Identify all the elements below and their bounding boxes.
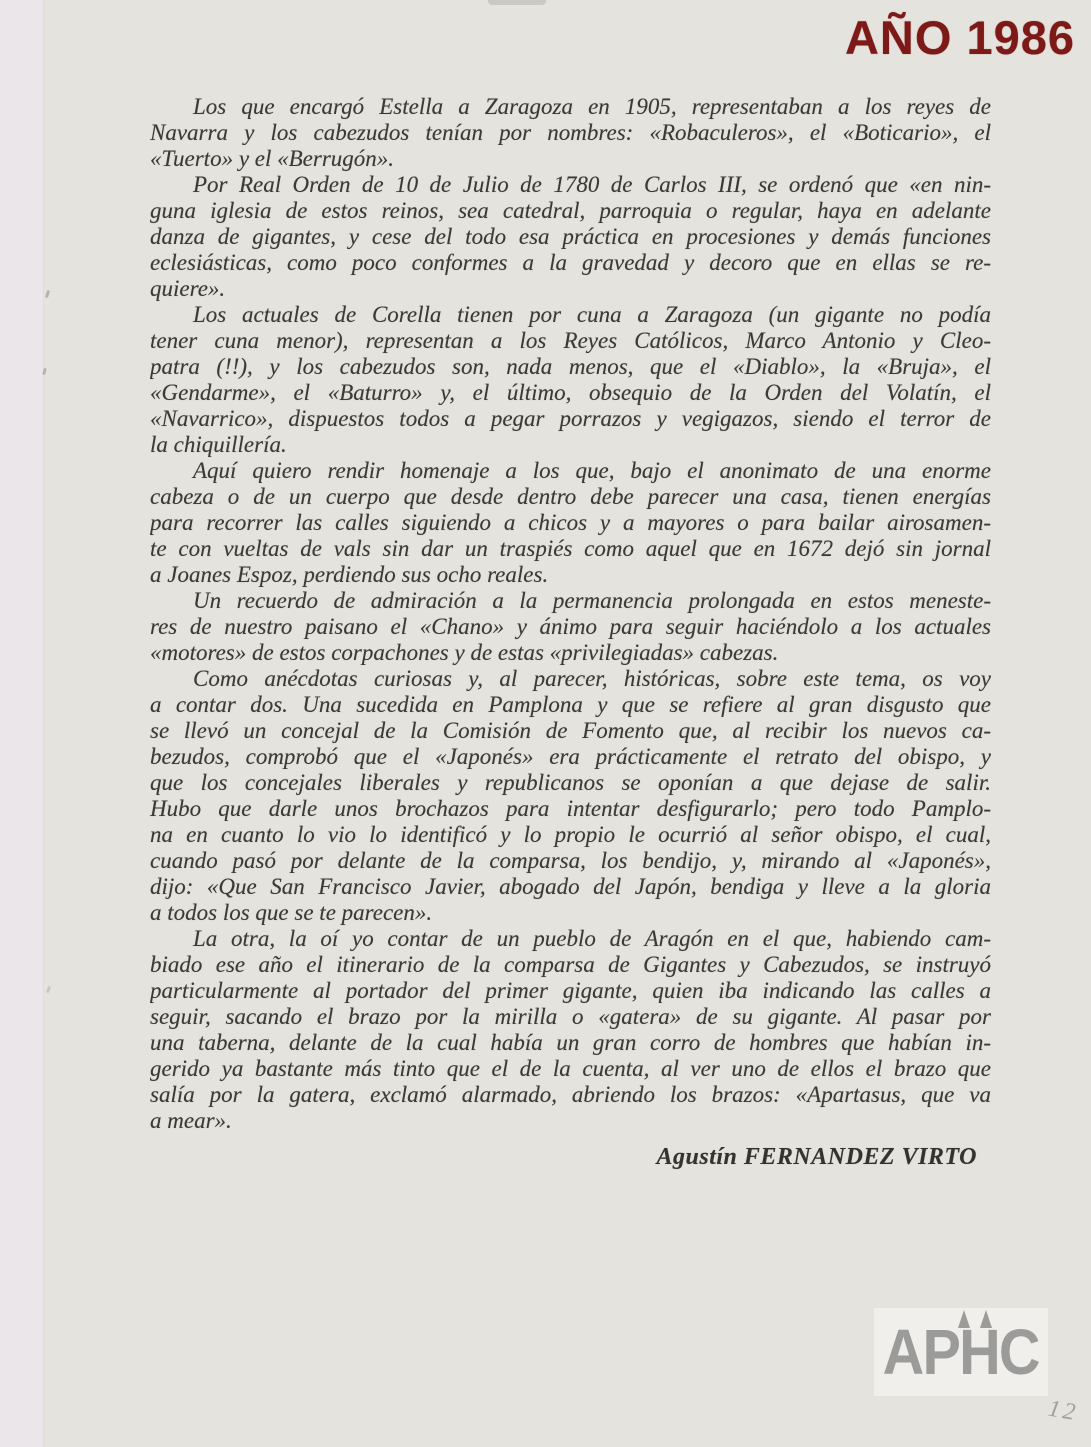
text-line: dijo: «Que San Francisco Javier, abogado del Japón, bendiga y lleve a la gloria — [150, 874, 991, 899]
text-line: Aquí quiero rendir homenaje a los que, bajo el anonimato de una enorme — [193, 458, 991, 483]
text-line: Los que encargó Estella a Zaragoza en 1905, representaban a los reyes de — [193, 94, 991, 119]
text-line: bezudos, comprobó que el «Japonés» era prácticamente el retrato del obispo, y — [150, 744, 991, 769]
paragraph — [150, 172, 991, 302]
text-line: a mear». — [150, 1108, 232, 1133]
text-line: «Navarrico», dispuestos todos a pegar porrazos y vegigazos, siendo el terror de — [150, 406, 991, 431]
text-line: cabeza o de un cuerpo que desde dentro debe parecer una casa, tienen energías — [150, 484, 991, 509]
text-line: Un recuerdo de admiración a la permanencia prolongada en estos meneste- — [193, 588, 991, 613]
text-line: «motores» de estos corpachones y de estas «privilegiadas» cabezas. — [150, 640, 779, 665]
text-line: Por Real Orden de 10 de Julio de 1780 de Carlos III, se ordenó que «en nin- — [193, 172, 991, 197]
author-signature: Agustín FERNANDEZ VIRTO — [656, 1144, 977, 1170]
text-line: Los actuales de Corella tienen por cuna a Zaragoza (un gigante no podía — [193, 302, 991, 327]
aphc-watermark-label: APHC — [882, 1316, 1040, 1388]
text-line: res de nuestro paisano el «Chano» y ánimo para seguir haciéndolo a los actuales — [150, 614, 991, 639]
scan-smudge — [488, 0, 546, 5]
text-line: Hubo que darle unos brochazos para intentar desfigurarlo; pero todo Pamplo- — [150, 796, 991, 821]
aphc-watermark — [874, 1308, 1048, 1396]
text-line: que los concejales liberales y republicanos se oponían a que dejase de salir. — [150, 770, 991, 795]
text-line: La otra, la oí yo contar de un pueblo de Aragón en el que, habiendo cam- — [193, 926, 991, 951]
text-line: a contar dos. Una sucedida en Pamplona y que se refiere al gran disgusto que — [150, 692, 991, 717]
text-line: la chiquillería. — [150, 432, 287, 457]
paragraph — [150, 94, 991, 172]
scan-speck — [45, 290, 50, 299]
text-line: biado ese año el itinerario de la comparsa de Gigantes y Cabezudos, se instruyó — [150, 952, 991, 977]
text-line: danza de gigantes, y cese del todo esa práctica en procesiones y demás funciones — [150, 224, 991, 249]
text-line: gerido ya bastante más tinto que el de la cuenta, al ver uno de ellos el brazo que — [150, 1056, 991, 1081]
text-line: «Tuerto» y el «Berrugón». — [150, 146, 395, 171]
scan-speck — [42, 368, 47, 376]
text-line: quiere». — [150, 276, 226, 301]
text-line: particularmente al portador del primer gigante, quien iba indicando las calles a — [150, 978, 991, 1003]
year-header: AÑO 1986 — [844, 11, 1075, 64]
paragraph — [150, 926, 991, 1134]
paragraph — [150, 666, 991, 926]
text-line: na en cuanto lo vio lo identificó y lo propio le ocurrió al señor obispo, el cual, — [150, 822, 991, 847]
watermark-spire-icon — [958, 1310, 970, 1328]
text-line: Navarra y los cabezudos tenían por nombres: «Robaculeros», el «Boticario», el — [150, 120, 991, 145]
paragraph — [150, 458, 991, 588]
text-line: patra (!!), y los cabezudos son, nada menos, que el «Diablo», la «Bruja», el — [150, 354, 991, 379]
text-line: salía por la gatera, exclamó alarmado, abriendo los brazos: «Apartasus, que va — [150, 1082, 991, 1107]
text-line: cuando pasó por delante de la comparsa, los bendijo, y, mirando al «Japonés», — [150, 848, 991, 873]
text-line: Como anécdotas curiosas y, al parecer, históricas, sobre este tema, os voy — [193, 666, 991, 691]
text-line: seguir, sacando el brazo por la mirilla o «gatera» de su gigante. Al pasar por — [150, 1004, 991, 1029]
scan-speck — [46, 986, 51, 994]
text-line: a todos los que se te parecen». — [150, 900, 433, 925]
text-line: se llevó un concejal de la Comisión de Fomento que, al recibir los nuevos ca- — [150, 718, 991, 743]
text-line: guna iglesia de estos reinos, sea catedral, parroquia o regular, haya en adelante — [150, 198, 991, 223]
text-line: «Gendarme», el «Baturro» y, el último, obsequio de la Orden del Volatín, el — [150, 380, 991, 405]
watermark-spire-icon — [980, 1310, 992, 1328]
text-line: para recorrer las calles siguiendo a chicos y a mayores o para bailar airosamen- — [150, 510, 991, 535]
text-line: te con vueltas de vals sin dar un traspiés como aquel que en 1672 dejó sin jornal — [150, 536, 991, 561]
text-line: eclesiásticas, como poco conformes a la gravedad y decoro que en ellas se re- — [150, 250, 991, 275]
text-line: a Joanes Espoz, perdiendo sus ocho reales. — [150, 562, 549, 587]
paragraph — [150, 302, 991, 458]
document-body — [150, 94, 991, 1170]
handwritten-page-number: 12 — [1046, 1395, 1081, 1427]
text-line: una taberna, delante de la cual había un gran corro de hombres que habían in- — [150, 1030, 991, 1055]
scan-edge-strip — [0, 0, 44, 1447]
text-line: tener cuna menor), representan a los Reyes Católicos, Marco Antonio y Cleo- — [150, 328, 991, 353]
paragraph — [150, 588, 991, 666]
